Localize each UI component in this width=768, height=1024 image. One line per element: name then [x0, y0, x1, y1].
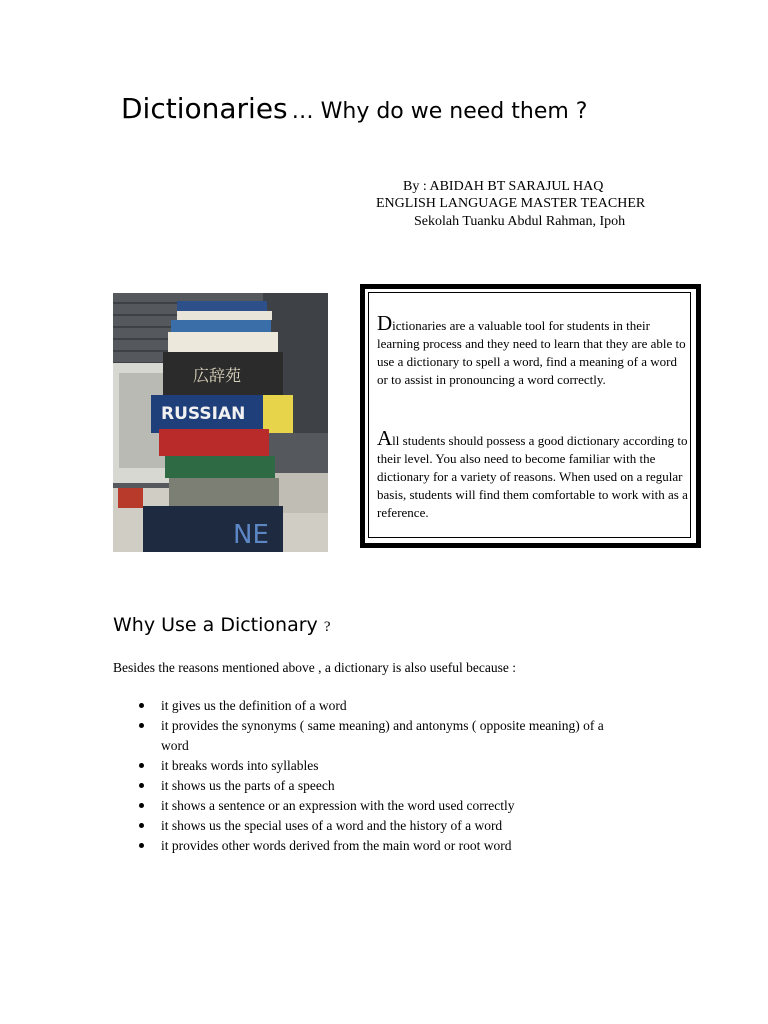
- title-sub: … Why do we need them ?: [291, 99, 588, 124]
- list-item: it gives us the definition of a word: [137, 696, 657, 716]
- reasons-list: [137, 696, 657, 856]
- russian-spine-text: RUSSIAN: [161, 404, 246, 424]
- drop-cap-d: D: [377, 311, 393, 335]
- list-item: it breaks words into syllables: [137, 756, 657, 776]
- svg-text:NE: NE: [233, 520, 269, 550]
- byline-school: Sekolah Tuanku Abdul Rahman, Ipoh: [414, 214, 626, 229]
- title-main: Dictionaries: [121, 92, 288, 125]
- byline-role: ENGLISH LANGUAGE MASTER TEACHER: [376, 196, 646, 211]
- info-frame: [360, 284, 701, 548]
- drop-cap-a: A: [377, 426, 393, 450]
- page-title: [121, 92, 587, 125]
- list-item: it shows a sentence or an expression with the word used correctly: [137, 796, 657, 816]
- section-heading: Why Use a Dictionary ?: [113, 614, 331, 636]
- intro-text: Besides the reasons mentioned above , a dictionary is also useful because :: [113, 660, 517, 675]
- list-item: it provides the synonyms ( same meaning) and antonyms ( opposite meaning) of a word: [137, 716, 631, 755]
- svg-text:広辞苑: 広辞苑: [193, 366, 242, 385]
- byline-author: By : ABIDAH BT SARAJUL HAQ: [403, 179, 604, 194]
- box-paragraph-2: All students should possess a good dictionary according to their level. You also need to become familiar with the dictionary for a variety of reasons. When used on a regular basis, students will find them comfortable to work with as a reference.: [377, 426, 688, 520]
- list-item: it shows us the parts of a speech: [137, 776, 657, 796]
- list-item: it shows us the special uses of a word and the history of a word: [137, 816, 657, 836]
- dictionary-stack-image: [113, 293, 328, 552]
- box-paragraph-1: Dictionaries are a valuable tool for students in their learning process and they need to learn that they are able to use a dictionary to spell a word, find a meaning of a word or to assist in pronouncing a word correctly.: [377, 311, 686, 387]
- list-item: it provides other words derived from the main word or root word: [137, 836, 657, 856]
- dictionaries-photo: [113, 293, 328, 552]
